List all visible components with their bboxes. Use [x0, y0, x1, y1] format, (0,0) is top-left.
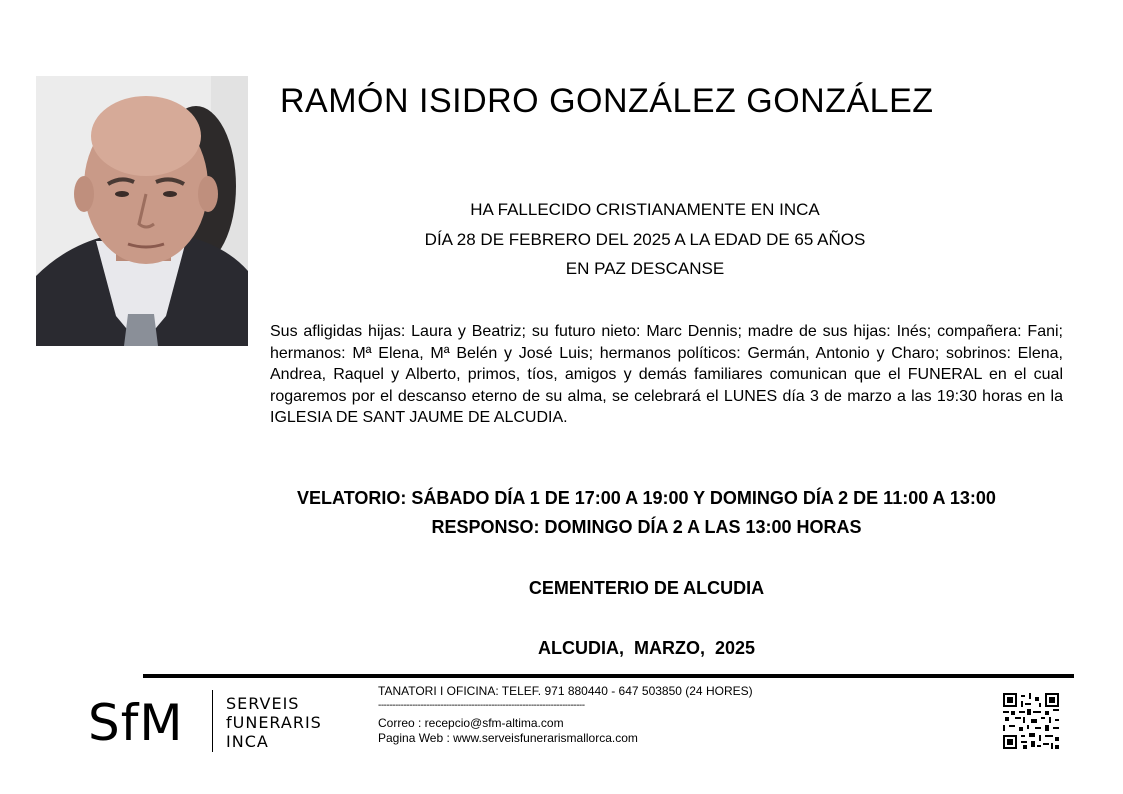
- cemetery-line: CEMENTERIO DE ALCUDIA: [528, 578, 765, 598]
- contact-phones: TANATORI I OFICINA: TELEF. 971 880440 - 647 503850 (24 HORES): [378, 684, 753, 698]
- logo-line-serveis: SERVEIS: [226, 694, 300, 713]
- logo-divider: [212, 690, 213, 752]
- logo-line-funeraris: fUNERARIS: [226, 713, 322, 732]
- responso-line: RESPONSO: DOMINGO DÍA 2 A LAS 13:00 HORAS: [431, 517, 862, 537]
- qr-code-icon: [1003, 693, 1059, 749]
- family-paragraph: Sus afligidas hijas: Laura y Beatriz; su futuro nieto: Marc Dennis; madre de sus hijas: Inés; compañera: Fani; hermanos: Mª Elena, Mª Belén y José Luis; hermanos políticos: Germán, Antonio y Charo; sobrinos: Elena, Andrea, Raquel y Alberto, primos, tíos, amigos y demás familiares comunican que el FUNERAL en el cual rogaremos por el descanso eterno de su alma, se celebrará el LUNES día 3 de marzo a las 19:30 horas en la IGLESIA DE SANT JAUME DE ALCUDIA.: [270, 323, 1063, 426]
- footer-rule: [143, 674, 1074, 678]
- announcement-line-rip: EN PAZ DESCANSE: [565, 259, 725, 278]
- contact-separator: -------------------------------------------------------------------------: [378, 700, 585, 711]
- velatorio-line: VELATORIO: SÁBADO DÍA 1 DE 17:00 A 19:00 Y DOMINGO DÍA 2 DE 11:00 A 13:00: [297, 488, 996, 508]
- place-date-line: ALCUDIA, MARZO, 2025: [537, 638, 756, 658]
- sfm-logo: SfM: [88, 694, 184, 752]
- announcement-line-passed: HA FALLECIDO CRISTIANAMENTE EN INCA: [470, 200, 820, 219]
- deceased-photo: [36, 76, 248, 346]
- logo-wordmark: [226, 694, 322, 751]
- contact-web[interactable]: Pagina Web : www.serveisfunerarismallorca.com: [378, 731, 638, 745]
- logo-line-inca: INCA: [226, 732, 269, 751]
- deceased-name: RAMÓN ISIDRO GONZÁLEZ GONZÁLEZ: [280, 82, 934, 120]
- contact-email[interactable]: Correo : recepcio@sfm-altima.com: [378, 716, 564, 730]
- announcement-line-date: DÍA 28 DE FEBRERO DEL 2025 A LA EDAD DE 65 AÑOS: [424, 230, 866, 249]
